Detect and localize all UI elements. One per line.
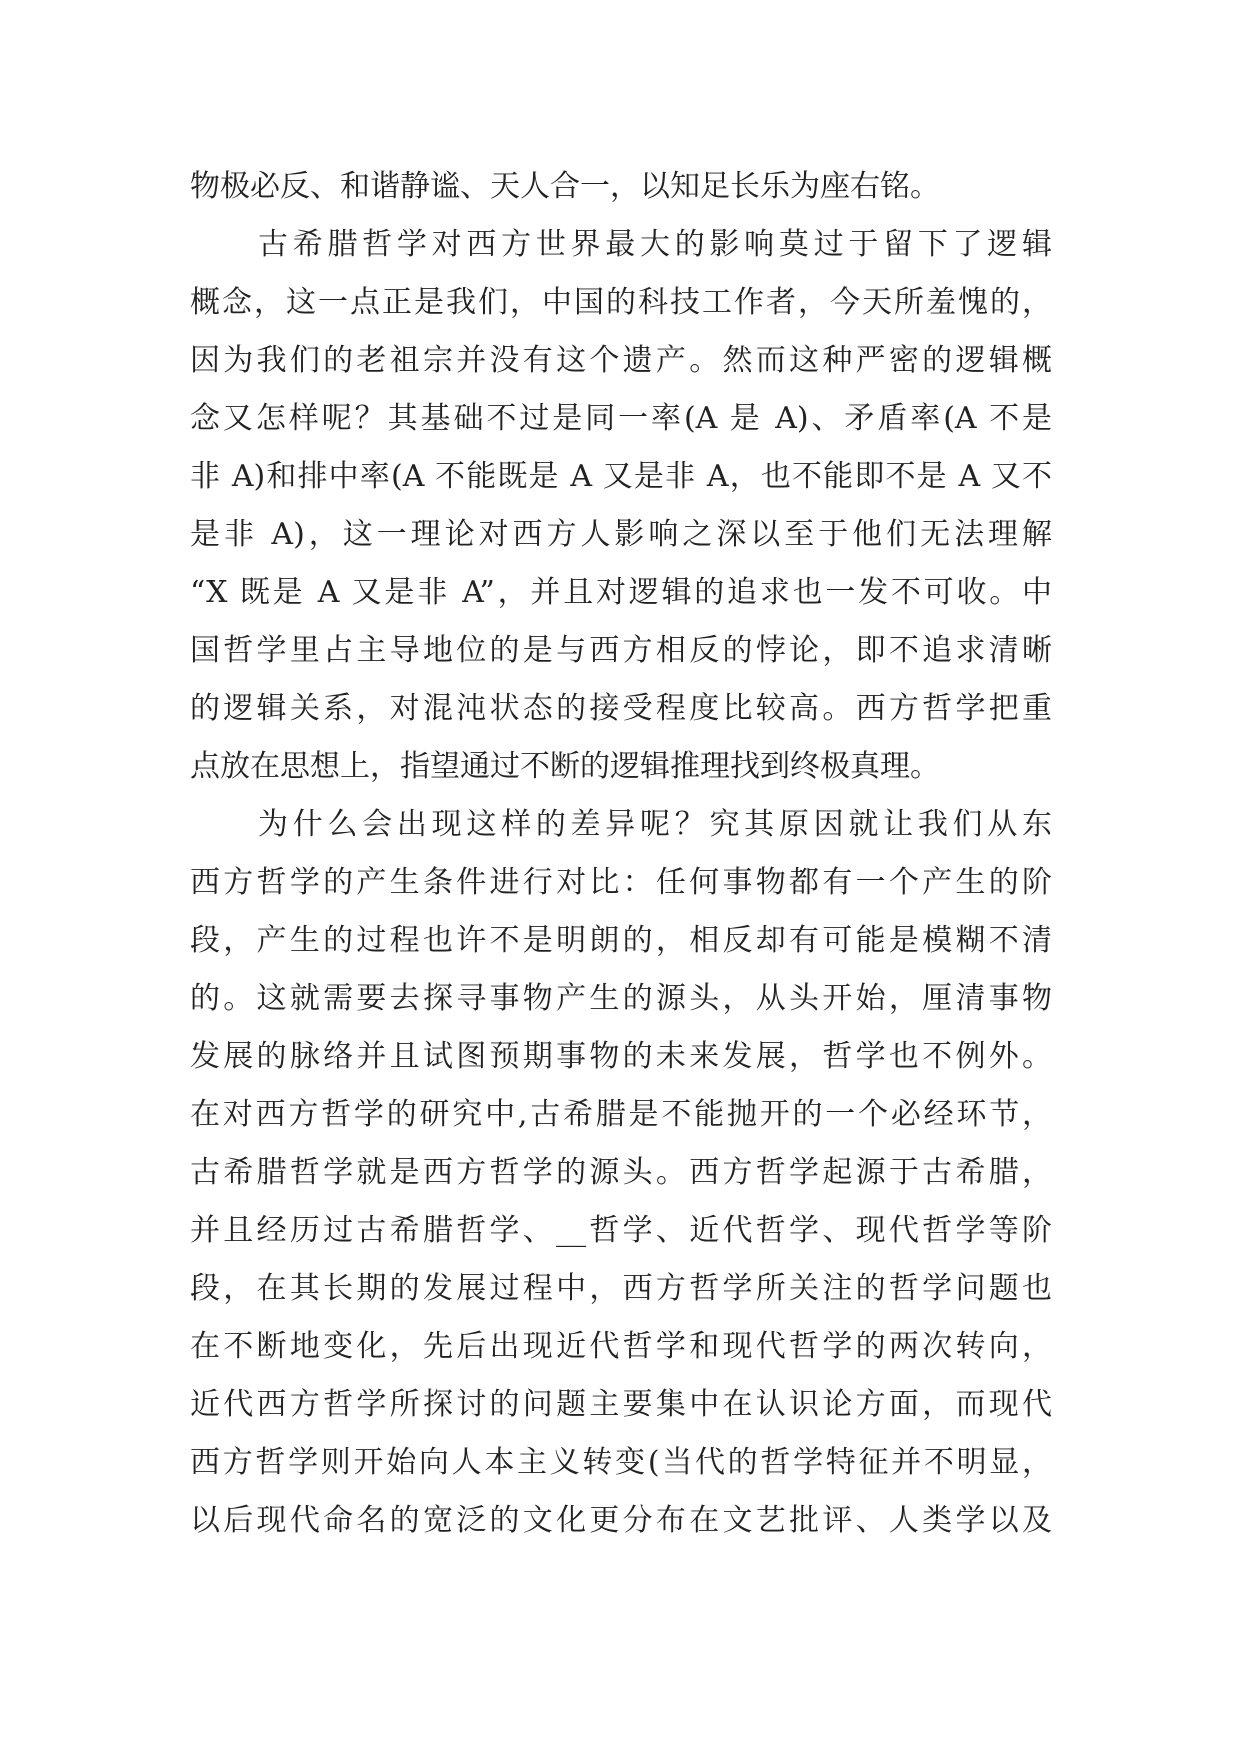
text-line: 点放在思想上，指望通过不断的逻辑推理找到终极真理。 <box>190 749 940 784</box>
text-line: 物极必反、和谐静谧、天人合一，以知足长乐为座右铭。 <box>190 169 940 204</box>
text-line: 非 A)和排中率(A 不能既是 A 又是非 A，也不能即不是 A 又不 <box>190 459 1052 494</box>
text-line: 以后现代命名的宽泛的文化更分布在文艺批评、人类学以及 <box>190 1503 1052 1538</box>
text-line: 的逻辑关系，对混沌状态的接受程度比较高。西方哲学把重 <box>190 691 1052 726</box>
text-line: 段，产生的过程也许不是明朗的，相反却有可能是模糊不清 <box>190 923 1052 958</box>
text-line: 近代西方哲学所探讨的问题主要集中在认识论方面，而现代 <box>190 1387 1052 1422</box>
text-line: 因为我们的老祖宗并没有这个遗产。然而这种严密的逻辑概 <box>190 343 1052 378</box>
text-line: 西方哲学则开始向人本主义转变(当代的哲学特征并不明显， <box>190 1445 1052 1480</box>
text-line: 是非 A)，这一理论对西方人影响之深以至于他们无法理解 <box>190 517 1052 552</box>
text-line: 古希腊哲学对西方世界最大的影响莫过于留下了逻辑 <box>258 227 1052 262</box>
text-line: 念又怎样呢？其基础不过是同一率(A 是 A)、矛盾率(A 不是 <box>190 401 1052 436</box>
text-line: “X 既是 A 又是非 A”，并且对逻辑的追求也一发不可收。中 <box>190 575 1052 610</box>
text-line: 在对西方哲学的研究中,古希腊是不能抛开的一个必经环节， <box>190 1097 1052 1132</box>
text-line: 的。这就需要去探寻事物产生的源头，从头开始，厘清事物 <box>190 981 1052 1016</box>
text-line: 国哲学里占主导地位的是与西方相反的悖论，即不追求清晰 <box>190 633 1052 668</box>
text-line: 在不断地变化，先后出现近代哲学和现代哲学的两次转向， <box>190 1329 1052 1364</box>
text-line: 为什么会出现这样的差异呢？究其原因就让我们从东 <box>258 807 1052 842</box>
document-page <box>190 158 1052 1550</box>
text-line: 古希腊哲学就是西方哲学的源头。西方哲学起源于古希腊， <box>190 1155 1052 1190</box>
text-line: 发展的脉络并且试图预期事物的未来发展，哲学也不例外。 <box>190 1039 1052 1074</box>
text-line: 西方哲学的产生条件进行对比：任何事物都有一个产生的阶 <box>190 865 1052 900</box>
text-line: 并且经历过古希腊哲学、__哲学、近代哲学、现代哲学等阶 <box>190 1213 1052 1248</box>
text-line: 段，在其长期的发展过程中，西方哲学所关注的哲学问题也 <box>190 1271 1052 1306</box>
text-line: 概念，这一点正是我们，中国的科技工作者，今天所羞愧的， <box>190 285 1052 320</box>
